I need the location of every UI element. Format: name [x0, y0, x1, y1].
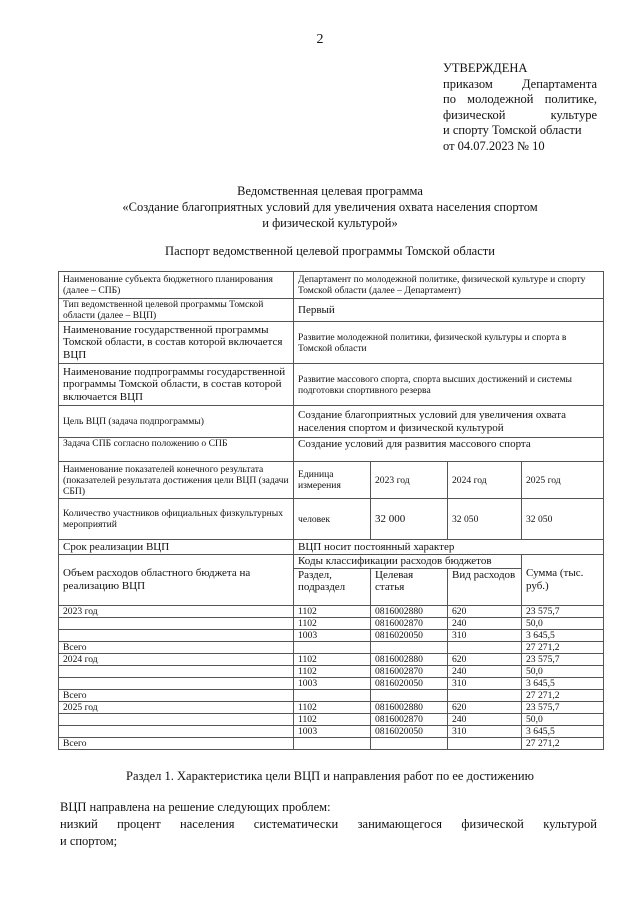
term-label: Срок реализации ВЦП	[59, 540, 294, 555]
indicator-value: 32 050	[522, 499, 604, 540]
budget-row	[59, 725, 604, 737]
type-cell: 620	[448, 653, 522, 665]
year-cell	[59, 629, 294, 641]
section-cell: 1003	[294, 629, 371, 641]
section-cell	[294, 641, 371, 653]
section-cell: 1102	[294, 617, 371, 629]
budget-row	[59, 617, 604, 629]
article-cell: 0816002880	[371, 701, 448, 713]
type-cell: 240	[448, 713, 522, 725]
sum-cell: 3 645,5	[522, 629, 604, 641]
type-cell	[448, 737, 522, 749]
row-label: Цель ВЦП (задача подпрограммы)	[59, 406, 294, 438]
article-cell: 0816020050	[371, 677, 448, 689]
sum-cell: 27 271,2	[522, 641, 604, 653]
section-cell: 1102	[294, 665, 371, 677]
year-cell: 2023 год	[59, 605, 294, 617]
type-cell: 310	[448, 677, 522, 689]
article-cell: 0816020050	[371, 629, 448, 641]
year-cell: 2024 год	[59, 653, 294, 665]
row-label: Тип ведомственной целевой программы Томской области (далее – ВЦП)	[59, 299, 294, 322]
paragraph: и спортом;	[60, 834, 118, 848]
row-label: Наименование государственной программы Томской области, в состав которой включается ВЦП	[59, 322, 294, 364]
paragraph: низкий процент населения систематически занимающегося физической культурой	[60, 817, 597, 831]
year-header: 2025 год	[522, 462, 604, 499]
year-cell	[59, 677, 294, 689]
budget-row	[59, 701, 604, 713]
approval-line: приказом Департамента	[443, 76, 597, 91]
row-label: Задача СПБ согласно положению о СПБ	[59, 438, 294, 462]
sum-cell: 23 575,7	[522, 605, 604, 617]
paragraph: ВЦП направлена на решение следующих проблем:	[60, 800, 331, 814]
passport-title: Паспорт ведомственной целевой программы Томской области	[165, 244, 495, 258]
title-line: «Создание благоприятных условий для увеличения охвата населения спортом	[122, 200, 538, 214]
budget-row	[59, 677, 604, 689]
article-header: Целевая статья	[371, 568, 448, 605]
approval-line: от 04.07.2023 № 10	[443, 138, 545, 153]
type-header: Вид расходов	[448, 568, 522, 605]
sum-header: Сумма (тыс. руб.)	[522, 555, 604, 606]
budget-row	[59, 737, 604, 749]
year-cell	[59, 725, 294, 737]
budget-row	[59, 653, 604, 665]
budget-row	[59, 689, 604, 701]
type-cell: 620	[448, 701, 522, 713]
section-header: Раздел, подраздел	[294, 568, 371, 605]
title-line: Ведомственная целевая программа	[237, 184, 423, 198]
approval-line: УТВЕРЖДЕНА	[443, 61, 528, 75]
budget-row	[59, 665, 604, 677]
section-cell: 1003	[294, 725, 371, 737]
sum-cell: 50,0	[522, 713, 604, 725]
indicators-label: Наименование показателей конечного результата (показателей результата достижения цели ВЦП (задачи СБП)	[59, 462, 294, 499]
page-number: 2	[316, 32, 324, 47]
year-cell	[59, 665, 294, 677]
term-value: ВЦП носит постоянный характер	[294, 540, 604, 555]
row-value: Развитие молодежной политики, физической культуры и спорта в Томской области	[294, 322, 604, 364]
sum-cell: 23 575,7	[522, 653, 604, 665]
section-cell: 1102	[294, 653, 371, 665]
sum-cell: 27 271,2	[522, 689, 604, 701]
sum-cell: 50,0	[522, 617, 604, 629]
article-cell	[371, 737, 448, 749]
year-cell: Всего	[59, 641, 294, 653]
type-cell	[448, 689, 522, 701]
approval-stamp	[443, 61, 597, 155]
budget-label: Объем расходов областного бюджета на реализацию ВЦП	[59, 555, 294, 606]
article-cell: 0816020050	[371, 725, 448, 737]
passport-table	[58, 271, 604, 750]
article-cell: 0816002870	[371, 665, 448, 677]
indicator-value: 32 050	[448, 499, 522, 540]
unit-header: Единица измерения	[294, 462, 371, 499]
section-cell	[294, 689, 371, 701]
row-value: Первый	[294, 299, 604, 322]
article-cell: 0816002880	[371, 653, 448, 665]
section-cell: 1102	[294, 713, 371, 725]
sum-cell: 3 645,5	[522, 677, 604, 689]
type-cell: 240	[448, 617, 522, 629]
row-value: Создание условий для развития массового спорта	[294, 438, 604, 462]
approval-line: по молодежной политике,	[443, 92, 597, 107]
year-cell	[59, 617, 294, 629]
type-cell: 620	[448, 605, 522, 617]
row-value: Департамент по молодежной политике, физической культуре и спорту Томской области (далее – Департамент)	[294, 272, 604, 299]
budget-row	[59, 641, 604, 653]
sum-cell: 50,0	[522, 665, 604, 677]
budget-row	[59, 713, 604, 725]
row-value: Развитие массового спорта, спорта высших достижений и системы подготовки спортивного резерва	[294, 364, 604, 406]
type-cell	[448, 641, 522, 653]
row-value: Создание благоприятных условий для увеличения охвата населения спортом и физической культурой	[294, 406, 604, 438]
indicator-value: 32 000	[371, 499, 448, 540]
year-header: 2023 год	[371, 462, 448, 499]
sum-cell: 27 271,2	[522, 737, 604, 749]
title-line: и физической культурой»	[262, 216, 398, 230]
approval-line: и спорту Томской области	[443, 123, 582, 138]
codes-header: Коды классификации расходов бюджетов	[294, 555, 522, 569]
section-heading: Раздел 1. Характеристика цели ВЦП и направления работ по ее достижению	[126, 769, 534, 783]
article-cell	[371, 641, 448, 653]
budget-row	[59, 605, 604, 617]
year-cell: 2025 год	[59, 701, 294, 713]
year-cell	[59, 713, 294, 725]
row-label: Наименование подпрограммы государственной программы Томской области, в состав которой включается ВЦП	[59, 364, 294, 406]
year-cell: Всего	[59, 737, 294, 749]
indicator-label: Количество участников официальных физкультурных мероприятий	[59, 499, 294, 540]
type-cell: 240	[448, 665, 522, 677]
article-cell: 0816002870	[371, 713, 448, 725]
article-cell	[371, 689, 448, 701]
section-cell	[294, 737, 371, 749]
year-cell: Всего	[59, 689, 294, 701]
approval-line: физической культуре	[443, 107, 597, 122]
sum-cell: 3 645,5	[522, 725, 604, 737]
section-cell: 1102	[294, 701, 371, 713]
sum-cell: 23 575,7	[522, 701, 604, 713]
article-cell: 0816002870	[371, 617, 448, 629]
type-cell: 310	[448, 629, 522, 641]
year-header: 2024 год	[448, 462, 522, 499]
indicator-unit: человек	[294, 499, 371, 540]
type-cell: 310	[448, 725, 522, 737]
section-cell: 1003	[294, 677, 371, 689]
article-cell: 0816002880	[371, 605, 448, 617]
program-title	[60, 183, 600, 231]
section-cell: 1102	[294, 605, 371, 617]
row-label: Наименование субъекта бюджетного планирования (далее – СПБ)	[59, 272, 294, 299]
budget-row	[59, 629, 604, 641]
